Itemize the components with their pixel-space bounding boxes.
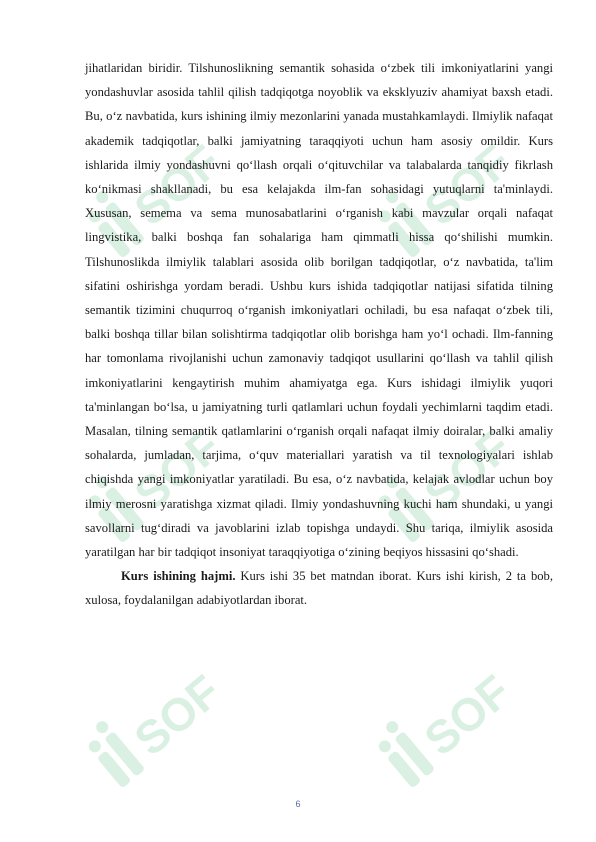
watermark-text: SOF [414, 664, 521, 766]
watermark-logo-bottom-left [72, 650, 262, 800]
watermark-logo-bottom-right [362, 650, 552, 800]
watermark-text: SOF [124, 134, 231, 236]
paragraph-heading: Kurs ishining hajmi. [121, 569, 236, 584]
page-number: 6 [295, 799, 301, 809]
body-text [85, 56, 553, 613]
watermark-text: SOF [124, 664, 231, 766]
watermark-logo-icon [72, 650, 262, 800]
watermark-logo-icon [362, 650, 552, 800]
watermark-text: SOF [124, 419, 231, 521]
watermark-text: SOF [414, 134, 521, 236]
paragraph-body: Kurs ishi 35 bet matndan iborat. Kurs ishi kirish, 2 ta bob, xulosa, foydalanilgan adabiyotlardan iborat. [85, 569, 553, 608]
paragraph-ilmiylik: jihatlaridan biridir. Tilshunoslikning semantik sohasida o‘zbek tili imkoniyatlarini yangi yondashuvlar asosida tahlil qilish tadqiqotga noyoblik va eksklyuziv ahamiyat baxsh etadi. Bu, o‘z navbatida, kurs ishining ilmiy mezonlarini yanada mustahkamlaydi. Ilmiylik nafaqat akademik tadqiqotlar, balki jamiyatning taraqqiyoti uchun ham asosiy omildir. Kurs ishlarida ilmiy yondashuvni qo‘llash orqali o‘qituvchilar va talabalarda tanqidiy fikrlash ko‘nikmasi shakllanadi, bu esa kelajakda ilm-fan sohasidagi yutuqlarni ta'minlaydi. Xususan, semema va sema munosabatlarini o‘rganish kabi mavzular orqali nafaqat lingvistika, balki boshqa fan sohalariga ham qimmatli hissa qo‘shilishi mumkin. Tilshunoslikda ilmiylik talablari asosida olib borilgan tadqiqotlar, o‘z navbatida, ta'lim sifatini oshirishga yordam beradi. Ushbu kurs ishida tadqiqotlar natijasi sifatida tilning semantik tizimini chuqurroq o‘rganish imkoniyatlari ochiladi, bu esa nafaqat o‘zbek tili, balki boshqa tillar bilan solishtirma tadqiqotlar olib borishga ham yo‘l ochadi. Ilm-fanning har tomonlama rivojlanishi uchun zamonaviy tadqiqot usullarini qo‘llash va tahlil qilish imkoniyatlarini kengaytirish muhim ahamiyatga ega. Kurs ishidagi ilmiylik yuqori ta'minlangan bo‘lsa, u jamiyatning turli qatlamlari uchun foydali yechimlarni taqdim etadi. Masalan, tilning semantik qatlamlarini o‘rganish orqali nafaqat ilmiy doiralar, balki amaliy sohalarda, jumladan, tarjima, o‘quv materiallari yaratish va til texnologiyalari ishlab chiqishda yangi imkoniyatlar yaratiladi. Bu esa, o‘z navbatida, kelajak avlodlar uchun boy ilmiy merosni yaratishga xizmat qiladi. Ilmiy yondashuvning kuchi ham shundaki, u yangi savollarni tug‘diradi va javoblarini izlab topishga undaydi. Shu tariqa, ilmiylik asosida yaratilgan har bir tadqiqot insoniyat taraqqiyotiga o‘zining beqiyos hissasini qo‘shadi. [85, 61, 553, 560]
paragraph-kurs-ishining-hajmi [85, 564, 553, 612]
watermark-text: SOF [414, 419, 521, 521]
